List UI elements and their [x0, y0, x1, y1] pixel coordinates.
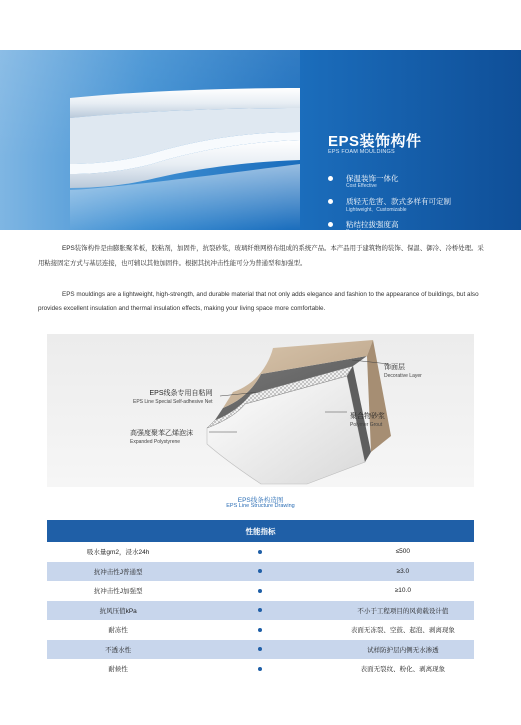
table-header-row: [47, 520, 474, 542]
table-cell-item: 吸水量gm2，浸水24h: [47, 542, 189, 562]
feature-item: [328, 196, 518, 219]
table-cell-bullet: [189, 640, 331, 660]
table-row: [47, 601, 474, 621]
bullet-icon: [328, 176, 333, 181]
table-row: [47, 659, 474, 679]
bullet-icon: [328, 199, 333, 204]
table-cell-value: ≥3.0: [332, 562, 474, 582]
table-cell-item: 抗冲击性J普通型: [47, 562, 189, 582]
label-self-adhesive-net: [133, 388, 213, 405]
bullet-icon: [328, 222, 333, 227]
feature-title: 保温装饰一体化: [346, 174, 399, 183]
label-text: 高强度聚苯乙烯泡沫: [130, 430, 193, 437]
table-cell-item: 耐冻性: [47, 620, 189, 640]
label-text-en: EPS Line Special Self-adhesive Net: [133, 399, 213, 405]
table-cell-value: ≤500: [332, 542, 474, 562]
intro-paragraph-en: EPS mouldings are a lightweight, high-strength, and durable material that not only adds elegance and fashion to the appearance of buildings, but also provides excellent insulation and thermal insulation effects, making your living space more comfortable.: [38, 291, 479, 312]
table-row: [47, 620, 474, 640]
bullet-icon: [258, 608, 262, 612]
diagram-caption: EPS线条构造图: [237, 497, 284, 504]
table-cell-item: 耐候性: [47, 659, 189, 679]
feature-subtitle: Cost Effective: [346, 183, 377, 189]
header-banner: [0, 50, 521, 230]
label-text: 聚合物砂浆: [350, 413, 385, 420]
table-cell-value: 试样防护层内侧无水渗透: [332, 640, 474, 660]
moulding-product-photo: [70, 70, 300, 230]
label-text-en: Polymer Grout: [350, 422, 383, 428]
table-row: [47, 562, 474, 582]
table-cell-bullet: [189, 581, 331, 601]
table-cell-value: 不小于工程项目的风荷载设计值: [332, 601, 474, 621]
table-cell-bullet: [189, 542, 331, 562]
table-row: [47, 581, 474, 601]
feature-list: [328, 173, 518, 230]
label-text: 饰面层: [384, 364, 405, 371]
label-decorative-layer: [384, 362, 422, 379]
table-cell-bullet: [189, 620, 331, 640]
banner-subtitle: EPS FOAM MOULDINGS: [328, 149, 395, 155]
label-expanded-polystyrene: [130, 428, 193, 445]
intro-paragraph-zh: EPS装饰构件是由膨胀聚苯板，胶粘剂，加固件，抗裂砂浆，玻璃纤维网格布组成的系统产品。本产品用于建筑物的装饰、保温、御冷、冷桥处理。采用粘接固定方式与基层连接，也可辅以其他加固件。根据其抗冲击性能可分为普通型和加强型。: [38, 245, 484, 267]
label-text-en: Decorative Layer: [384, 373, 422, 379]
bullet-icon: [258, 569, 262, 573]
label-text-en: Expanded Polystyrene: [130, 439, 181, 445]
bullet-icon: [258, 550, 262, 554]
feature-subtitle: Lightweight、Customizable: [346, 207, 407, 213]
table-row: [47, 542, 474, 562]
table-cell-value: 表面无冻裂、空鼓、起泡、剥离现象: [332, 620, 474, 640]
table-header: 性能指标: [47, 520, 474, 542]
label-text: EPS线条专用自粘网: [149, 390, 213, 397]
feature-title: 质轻无危害、款式多样有可定制: [346, 197, 451, 206]
feature-title: 粘结拉拔强度高: [346, 220, 399, 229]
diagram-caption-en: EPS Line Structure Drawing: [226, 503, 295, 509]
bullet-icon: [258, 647, 262, 651]
bullet-icon: [258, 628, 262, 632]
table-cell-bullet: [189, 601, 331, 621]
table-cell-value: 表面无裂纹、粉化、剥离现象: [332, 659, 474, 679]
feature-subtitle: [346, 229, 364, 230]
table-cell-item: 不透水性: [47, 640, 189, 660]
decorative-layer-edge: [367, 340, 391, 452]
table-cell-item: 抗风压值kPa: [47, 601, 189, 621]
table-cell-bullet: [189, 659, 331, 679]
table-cell-bullet: [189, 562, 331, 582]
feature-item: [328, 219, 518, 230]
table-row: [47, 640, 474, 660]
performance-table: [47, 520, 474, 679]
banner-title: EPS装饰构件: [328, 133, 422, 150]
feature-item: [328, 173, 518, 196]
table-cell-value: ≥10.0: [332, 581, 474, 601]
bullet-icon: [258, 589, 262, 593]
eps-line-structure-drawing: [47, 334, 474, 487]
bullet-icon: [258, 667, 262, 671]
table-cell-item: 抗冲击性J加强型: [47, 581, 189, 601]
label-polymer-grout: [350, 411, 385, 428]
